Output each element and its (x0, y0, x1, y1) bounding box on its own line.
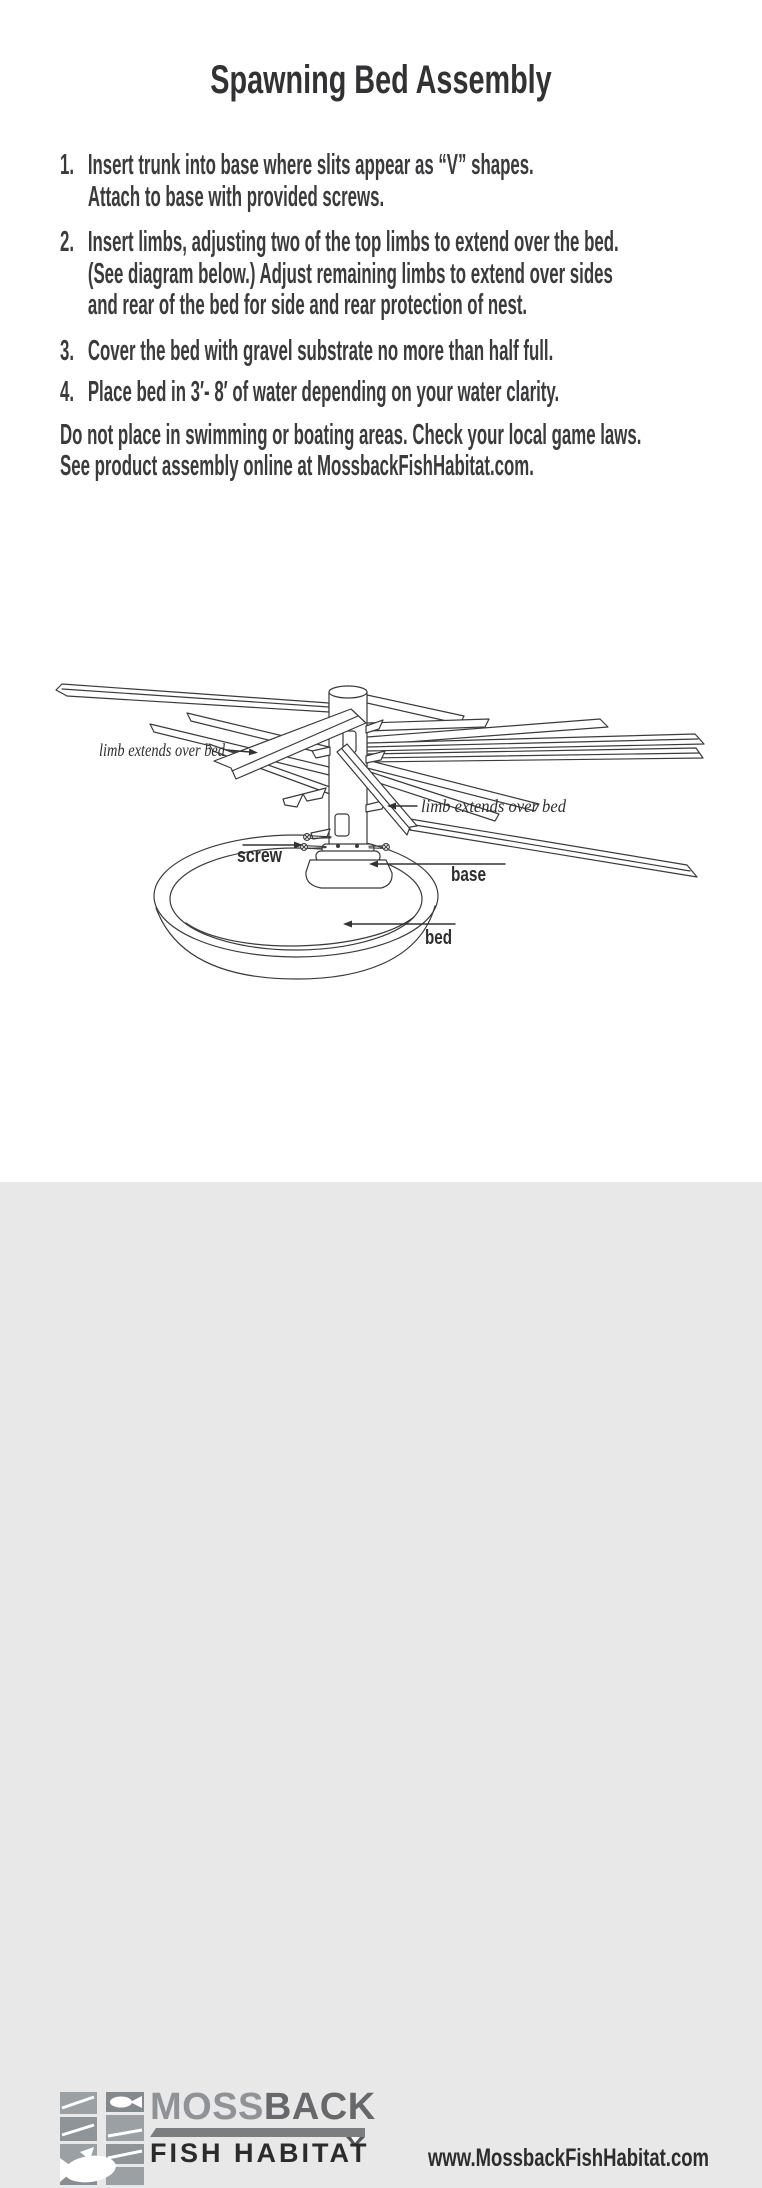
instruction-line: Insert limbs, adjusting two of the top limbs to extend over the bed. (88, 227, 619, 259)
instruction-number: 1. (60, 150, 88, 213)
label-bed: bed (425, 927, 452, 949)
logo-moss: MOSS (150, 2086, 264, 2128)
label-limb-left: limb extends over bed (99, 740, 225, 760)
logo-back: BACK (264, 2086, 376, 2128)
instruction-line: Insert trunk into base where slits appear as “V” shapes. (88, 150, 534, 182)
label-screw: screw (237, 845, 282, 867)
page-title: Spawning Bed Assembly (107, 58, 656, 103)
instruction-line: Attach to base with provided screws. (88, 182, 534, 214)
instruction-line: (See diagram below.) Adjust remaining limbs to extend over sides (88, 259, 619, 291)
instruction-number: 2. (60, 227, 88, 322)
instruction-line: Place bed in 3′- 8′ of water depending on your water clarity. (88, 377, 559, 409)
logo-fish-habitat: FISH HABITAT (150, 2139, 369, 2167)
mossback-logo-mark (58, 2088, 150, 2188)
note-line: Do not place in swimming or boating areas. Check your local game laws. (60, 420, 641, 452)
logo-wordmark (150, 2088, 376, 2126)
instruction-line: and rear of the bed for side and rear protection of nest. (88, 290, 619, 322)
label-base: base (451, 864, 486, 886)
website-url: www.MossbackFishHabitat.com (428, 2144, 709, 2173)
bed-bowl (154, 835, 438, 979)
label-limb-right: limb extends over bed (421, 796, 566, 816)
note-line: See product assembly online at MossbackFishHabitat.com. (60, 451, 641, 483)
footer (0, 1040, 762, 1182)
instruction-line: Cover the bed with gravel substrate no more than half full. (88, 336, 553, 368)
instruction-number: 4. (60, 377, 88, 409)
instruction-number: 3. (60, 336, 88, 368)
